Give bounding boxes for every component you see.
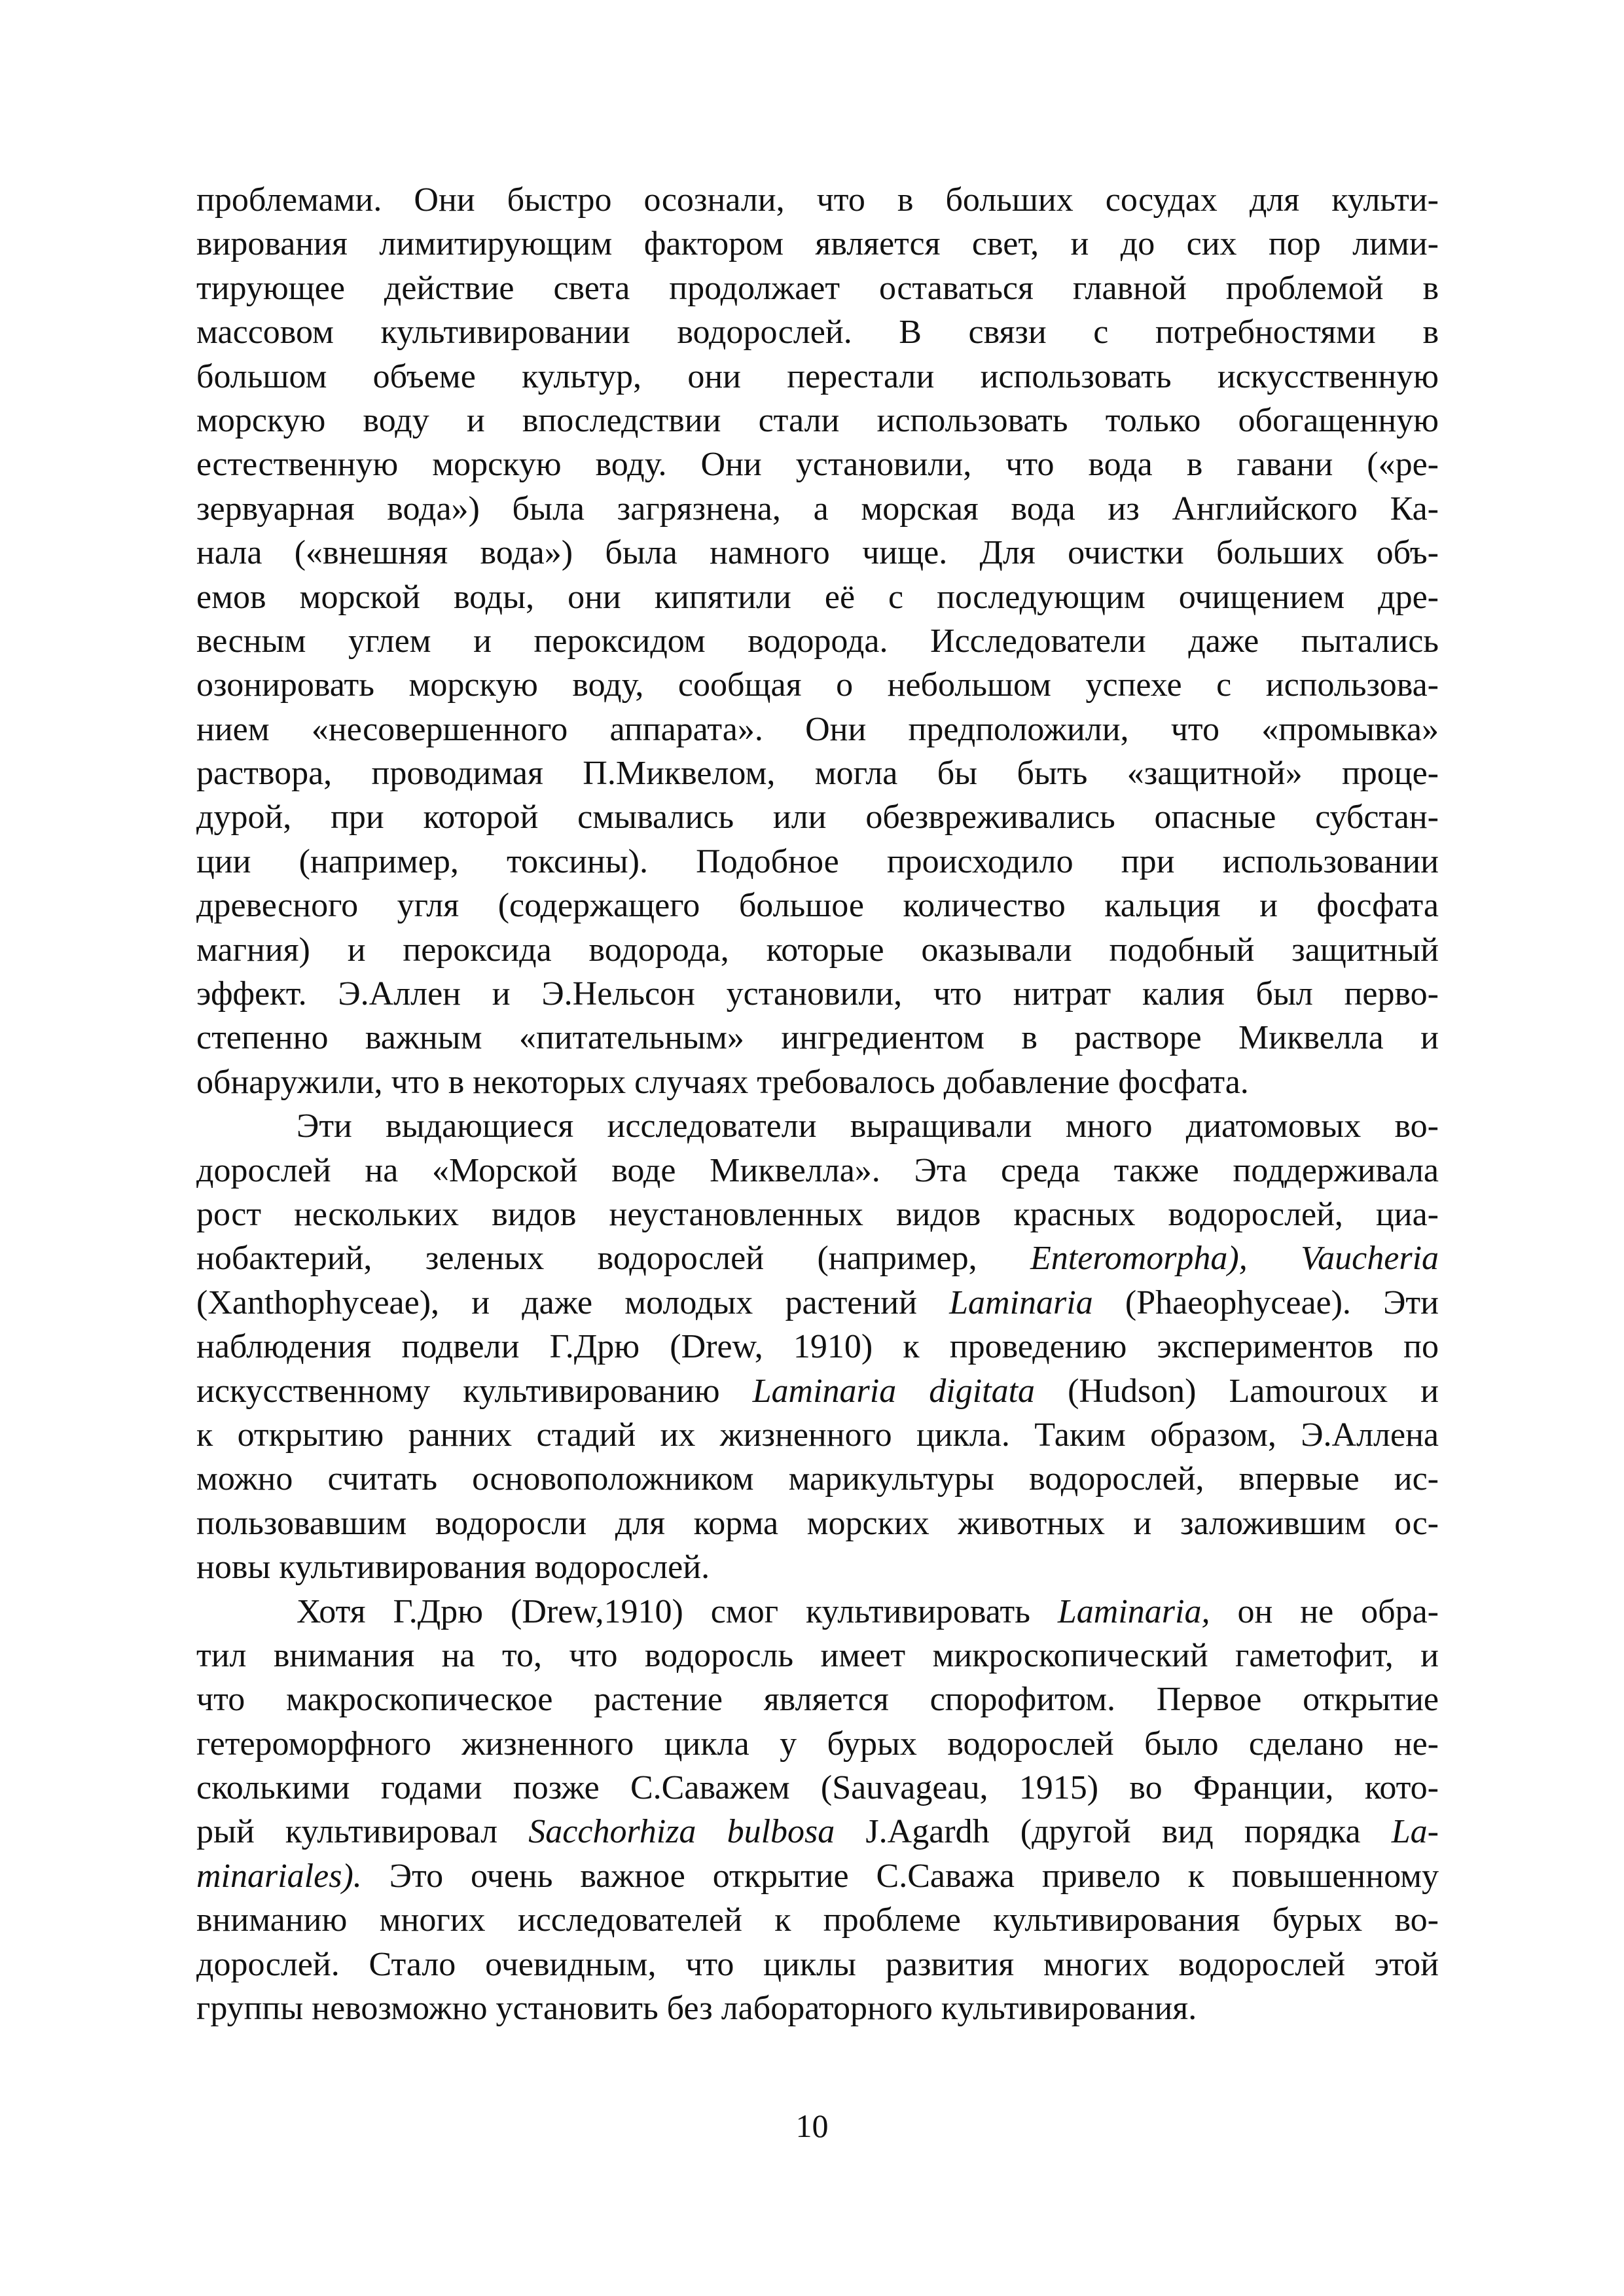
text-segment: нобактерий, зеленых водорослей (например, (196, 1240, 1031, 1278)
italic-term: La- (1391, 1813, 1439, 1851)
text-line (196, 266, 1439, 310)
text-line (196, 1766, 1439, 1810)
text-line (196, 1545, 1439, 1589)
text-segment: искусственному культивированию (196, 1372, 753, 1410)
text-line (196, 355, 1439, 399)
text-segment: (Hudson) Lamouroux и (1035, 1372, 1439, 1410)
text-segment: степенно важным «питательным» ингредиентом в растворе Миквелла и (196, 1019, 1439, 1057)
text-line (196, 1986, 1439, 2030)
text-line (196, 1149, 1439, 1193)
text-line (196, 972, 1439, 1016)
text-line (196, 1854, 1439, 1898)
italic-term: Enteromorpha), (1030, 1240, 1248, 1278)
text-segment: естественную морскую воду. Они установили, что вода в гавани («ре- (196, 446, 1439, 484)
text-segment: J.Agardh (другой вид порядка (835, 1813, 1392, 1851)
text-segment: эффект. Э.Аллен и Э.Нельсон установили, что нитрат калия был перво- (196, 975, 1439, 1013)
text-line (196, 1193, 1439, 1236)
text-segment: вирования лимитирующим фактором является свет, и до сих пор лими- (196, 225, 1439, 263)
text-segment: сколькими годами позже С.Саважем (Sauvageau, 1915) во Франции, кото- (196, 1769, 1439, 1807)
text-segment: тил внимания на то, что водоросль имеет микроскопический гаметофит, и (196, 1636, 1439, 1674)
text-line (196, 708, 1439, 751)
text-segment: (Phaeophyceae). Эти (1092, 1283, 1439, 1321)
text-segment: Эти выдающиеся исследователи выращивали много диатомовых во- (297, 1107, 1439, 1145)
text-line (196, 531, 1439, 575)
text-segment: озонировать морскую воду, сообщая о небольшом успехе с использова- (196, 666, 1439, 704)
text-segment: к открытию ранних стадий их жизненного цикла. Таким образом, Э.Аллена (196, 1416, 1439, 1454)
text-segment: морскую воду и впоследствии стали использовать только обогащенную (196, 401, 1439, 439)
text-segment: дорослей. Стало очевидным, что циклы развития многих водорослей этой (196, 1945, 1439, 1983)
text-segment: нием «несовершенного аппарата». Они предположили, что «промывка» (196, 710, 1439, 748)
paragraph (196, 1104, 1439, 1589)
text-line (196, 1722, 1439, 1766)
text-segment (1248, 1240, 1301, 1277)
text-line (196, 884, 1439, 927)
italic-term: Laminaria digitata (752, 1372, 1036, 1410)
text-line (196, 310, 1439, 354)
text-segment: вниманию многих исследователей к проблеме культивирования бурых во- (196, 1901, 1439, 1939)
text-segment: можно считать основоположником марикультуры водорослей, впервые ис- (196, 1460, 1439, 1498)
text-segment: зервуарная вода») была загрязнена, а морская вода из Английского Ка- (196, 490, 1439, 528)
text-line (196, 1281, 1439, 1325)
text-segment: тирующее действие света продолжает оставаться главной проблемой в (196, 269, 1439, 307)
text-segment: (Xanthophyceae), и даже молодых растений (196, 1283, 950, 1321)
text-line (196, 619, 1439, 663)
italic-term: Laminaria (949, 1283, 1093, 1321)
text-line (196, 399, 1439, 442)
text-segment: новы культивирования водорослей. (196, 1549, 710, 1587)
text-line (196, 1810, 1439, 1854)
text-line (196, 1060, 1439, 1104)
text-segment: обнаружили, что в некоторых случаях требовалось добавление фосфата. (196, 1063, 1249, 1101)
text-line (196, 1016, 1439, 1060)
text-line (196, 1677, 1439, 1721)
text-line (196, 178, 1439, 222)
text-line (196, 840, 1439, 884)
text-segment: ции (например, токсины). Подобное происходило при использовании (196, 842, 1439, 880)
text-line (196, 928, 1439, 972)
text-segment: дурой, при которой смывались или обезвреживались опасные субстан- (196, 798, 1439, 836)
text-line (196, 1369, 1439, 1413)
text-segment: проблемами. Они быстро осознали, что в больших сосудах для культи- (196, 181, 1439, 219)
text-segment: что макроскопическое растение является спорофитом. Первое открытие (196, 1681, 1439, 1719)
text-segment: рый культивировал (196, 1813, 529, 1851)
text-segment: древесного угля (содержащего большое количество кальция и фосфата (196, 887, 1439, 925)
text-segment: нала («внешняя вода») была намного чище. Для очистки больших объ- (196, 534, 1439, 572)
paragraph (196, 178, 1439, 1104)
text-line (196, 487, 1439, 531)
paragraph (196, 1590, 1439, 2031)
text-segment: массовом культивировании водорослей. В связи с потребностями в (196, 314, 1439, 351)
text-line (196, 1413, 1439, 1457)
italic-term: Laminaria, (1057, 1592, 1210, 1630)
text-segment: дорослей на «Морской воде Миквелла». Эта среда также поддерживала (196, 1151, 1439, 1189)
text-line (196, 1634, 1439, 1677)
text-line (196, 663, 1439, 707)
text-segment: наблюдения подвели Г.Дрю (Drew, 1910) к проведению экспериментов по (196, 1328, 1439, 1366)
text-segment: емов морской воды, они кипятили её с последующим очищением дре- (196, 578, 1439, 616)
text-line (196, 442, 1439, 486)
text-segment: Хотя Г.Дрю (Drew,1910) смог культивировать (297, 1592, 1058, 1630)
text-segment: раствора, проводимая П.Миквелом, могла бы быть «защитной» проце- (196, 755, 1439, 793)
text-line (196, 1590, 1439, 1634)
text-line (196, 1236, 1439, 1280)
italic-term: minariales). (196, 1857, 362, 1895)
text-line (196, 751, 1439, 795)
text-segment: группы невозможно установить без лабораторного культивирования. (196, 1990, 1197, 2028)
text-line (196, 1325, 1439, 1369)
text-segment: весным углем и пероксидом водорода. Исследователи даже пытались (196, 622, 1439, 660)
text-line (196, 795, 1439, 839)
text-line (196, 1943, 1439, 1986)
text-segment: он не обра- (1210, 1592, 1439, 1630)
text-line (196, 222, 1439, 266)
text-line (196, 1501, 1439, 1545)
page-body (196, 178, 1439, 2030)
italic-term: Sacchorhiza bulbosa (528, 1813, 835, 1851)
text-segment: рост нескольких видов неустановленных видов красных водорослей, циа- (196, 1195, 1439, 1233)
text-line (196, 1457, 1439, 1501)
text-segment: магния) и пероксида водорода, которые оказывали подобный защитный (196, 931, 1439, 969)
text-line (196, 1898, 1439, 1942)
text-segment: Это очень важное открытие С.Саважа привело к повышенному (361, 1857, 1439, 1895)
page-number: 10 (795, 2108, 829, 2144)
italic-term: Vaucheria (1301, 1240, 1439, 1278)
text-segment: большом объеме культур, они перестали использовать искусственную (196, 357, 1439, 395)
text-segment: гетероморфного жизненного цикла у бурых водорослей было сделано не- (196, 1725, 1439, 1763)
text-line (196, 575, 1439, 619)
text-segment: пользовавшим водоросли для корма морских животных и заложившим ос- (196, 1504, 1439, 1542)
text-line (196, 1104, 1439, 1148)
